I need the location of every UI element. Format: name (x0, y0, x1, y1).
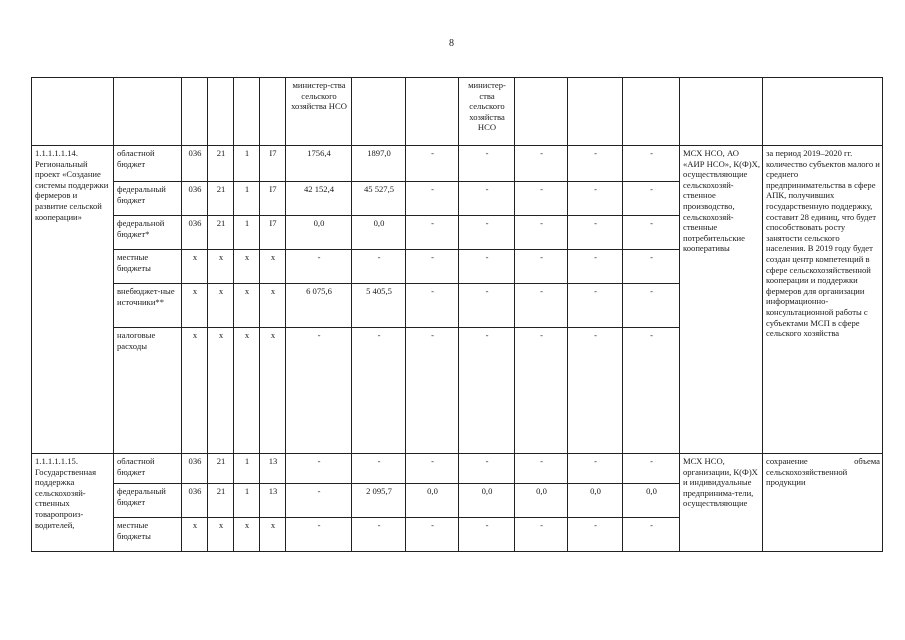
value-cell: - (406, 182, 459, 216)
value-cell: x (234, 328, 260, 454)
value-cell: x (182, 328, 208, 454)
value-cell: - (568, 454, 623, 484)
value-cell: 0,0 (286, 216, 352, 250)
value-cell: - (623, 284, 680, 328)
value-cell: - (623, 146, 680, 182)
value-cell: x (182, 518, 208, 552)
value-cell: I7 (260, 182, 286, 216)
value-cell: - (459, 518, 515, 552)
value-cell: - (515, 328, 568, 454)
value-cell: 036 (182, 146, 208, 182)
value-cell: - (568, 328, 623, 454)
funding-source-cell: областной бюджет (114, 146, 182, 182)
value-cell: - (515, 250, 568, 284)
executor-cell: министер-ства сельского хозяйства НСО (286, 78, 352, 146)
funding-source-cell: федеральной бюджет* (114, 216, 182, 250)
value-cell: x (234, 250, 260, 284)
value-cell: 42 152,4 (286, 182, 352, 216)
measure-name-cell: 1.1.1.1.1.15. Государственная поддержка сельскохозяй-ственных товаропроиз-водителей, (32, 454, 114, 552)
value-cell: - (623, 454, 680, 484)
value-cell: 036 (182, 182, 208, 216)
value-cell: 6 075,6 (286, 284, 352, 328)
value-cell: 036 (182, 454, 208, 484)
value-cell: - (406, 518, 459, 552)
measure-name-cell: 1.1.1.1.1.14. Региональный проект «Создание системы поддержки фермеров и развитие сельской кооперации» (32, 146, 114, 454)
value-cell: - (568, 216, 623, 250)
page-number: 8 (449, 38, 454, 49)
value-cell: 1 (234, 484, 260, 518)
value-cell: - (286, 250, 352, 284)
value-cell: - (459, 182, 515, 216)
value-cell: x (208, 518, 234, 552)
funding-source-cell: внебюджет-ные источники** (114, 284, 182, 328)
value-cell: 21 (208, 146, 234, 182)
value-cell: - (459, 250, 515, 284)
value-cell: 0,0 (623, 484, 680, 518)
value-cell: x (260, 518, 286, 552)
value-cell: x (260, 284, 286, 328)
executor-cell: министер-ства сельского хозяйства НСО (459, 78, 515, 146)
value-cell: - (459, 454, 515, 484)
value-cell: - (406, 216, 459, 250)
value-cell: 1 (234, 454, 260, 484)
value-cell: - (406, 250, 459, 284)
value-cell: - (515, 518, 568, 552)
value-cell: - (406, 454, 459, 484)
value-cell: - (286, 454, 352, 484)
executors-cell: МСХ НСО, АО «АИР НСО», К(Ф)Х, осуществляющие сельскохозяй-ственное производство, сельскохозяй-ственные потребительские кооперативы (680, 146, 763, 454)
value-cell: 0,0 (459, 484, 515, 518)
value-cell: - (406, 284, 459, 328)
value-cell: - (515, 284, 568, 328)
value-cell: - (623, 518, 680, 552)
continuation-row (32, 78, 883, 146)
value-cell: x (208, 328, 234, 454)
value-cell: 1 (234, 146, 260, 182)
value-cell: 1 (234, 216, 260, 250)
program-table (31, 77, 883, 552)
value-cell: - (623, 328, 680, 454)
value-cell: 0,0 (515, 484, 568, 518)
value-cell: 1 (234, 182, 260, 216)
funding-source-cell: областной бюджет (114, 454, 182, 484)
value-cell: 2 095,7 (352, 484, 406, 518)
value-cell: 21 (208, 484, 234, 518)
value-cell: - (568, 518, 623, 552)
value-cell: - (459, 216, 515, 250)
value-cell: 0,0 (568, 484, 623, 518)
funding-source-cell: местные бюджеты (114, 518, 182, 552)
executors-cell: МСХ НСО, организации, К(Ф)Х и индивидуальные предпринима-тели, осуществляющие (680, 454, 763, 552)
value-cell: 45 527,5 (352, 182, 406, 216)
value-cell: - (459, 146, 515, 182)
value-cell: 21 (208, 216, 234, 250)
funding-source-cell: местные бюджеты (114, 250, 182, 284)
value-cell: - (286, 484, 352, 518)
value-cell: 1897,0 (352, 146, 406, 182)
value-cell: x (208, 250, 234, 284)
value-cell: 036 (182, 484, 208, 518)
value-cell: x (260, 328, 286, 454)
value-cell: 21 (208, 454, 234, 484)
expected-result-cell: за период 2019–2020 гг. количество субъектов малого и среднего предпринимательства в сфере АПК, получивших государственную поддержку, составит 28 единиц, что будет способствовать росту занятости сельского населения. В 2019 году будет создан центр компетенций в сфере сельскохозяйственной кооперации и поддержки фермеров для организации информационно-консультационной работы с субъектами МСП в сфере сельского хозяйства (763, 146, 883, 454)
value-cell: x (182, 284, 208, 328)
value-cell: - (352, 250, 406, 284)
value-cell: - (568, 182, 623, 216)
value-cell: - (568, 146, 623, 182)
value-cell: - (623, 216, 680, 250)
value-cell: - (568, 250, 623, 284)
value-cell: - (515, 146, 568, 182)
value-cell: 21 (208, 182, 234, 216)
value-cell: 0,0 (352, 216, 406, 250)
value-cell: - (515, 182, 568, 216)
value-cell: 5 405,5 (352, 284, 406, 328)
value-cell: - (352, 518, 406, 552)
value-cell: - (515, 454, 568, 484)
value-cell: 1756,4 (286, 146, 352, 182)
table-row (32, 454, 883, 484)
value-cell: - (459, 284, 515, 328)
value-cell: - (286, 328, 352, 454)
value-cell: x (234, 284, 260, 328)
value-cell: - (568, 284, 623, 328)
value-cell: 0,0 (406, 484, 459, 518)
value-cell: - (352, 454, 406, 484)
value-cell: - (459, 328, 515, 454)
value-cell: 13 (260, 454, 286, 484)
value-cell: - (406, 328, 459, 454)
value-cell: - (515, 216, 568, 250)
value-cell: - (623, 182, 680, 216)
value-cell: - (623, 250, 680, 284)
funding-source-cell: налоговые расходы (114, 328, 182, 454)
value-cell: I7 (260, 216, 286, 250)
value-cell: - (352, 328, 406, 454)
funding-source-cell: федеральный бюджет (114, 484, 182, 518)
value-cell: x (260, 250, 286, 284)
value-cell: - (406, 146, 459, 182)
value-cell: x (234, 518, 260, 552)
table-row (32, 146, 883, 182)
expected-result-cell: сохранение объема сельскохозяйственной продукции (763, 454, 883, 552)
funding-source-cell: федеральный бюджет (114, 182, 182, 216)
value-cell: I7 (260, 146, 286, 182)
value-cell: 036 (182, 216, 208, 250)
value-cell: - (286, 518, 352, 552)
value-cell: x (182, 250, 208, 284)
value-cell: x (208, 284, 234, 328)
value-cell: 13 (260, 484, 286, 518)
